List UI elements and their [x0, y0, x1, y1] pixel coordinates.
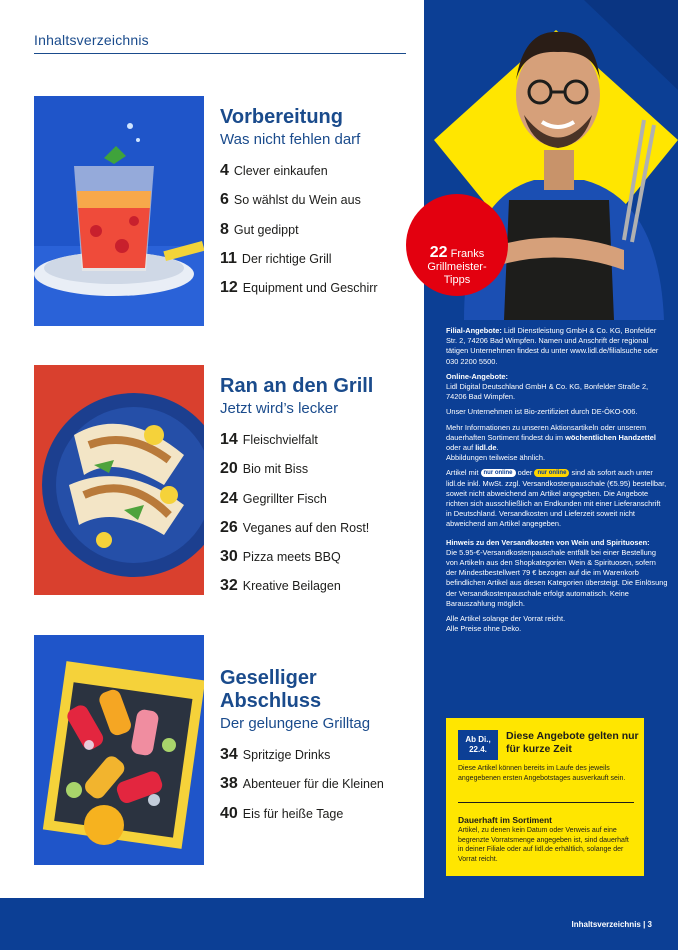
- page-number: 30: [220, 548, 238, 566]
- handzettel-link[interactable]: wöchentlichen Handzettel: [565, 432, 656, 442]
- page-number: 20: [220, 460, 238, 478]
- filial-label: Filial-Angebote:: [446, 326, 502, 335]
- toc-item[interactable]: [220, 250, 420, 279]
- page-number: 34: [220, 746, 238, 763]
- more-text: .: [496, 443, 499, 453]
- legal-info: [446, 326, 668, 634]
- promo-text: Grillmeister-: [427, 261, 487, 273]
- section-text: [220, 106, 420, 308]
- section-subtitle: Was nicht fehlen darf: [220, 131, 361, 148]
- lidl-link[interactable]: lidl.de: [475, 443, 497, 453]
- section-subtitle: Der gelungene Grilltag: [220, 715, 371, 732]
- toc-label: Spritzige Drinks: [242, 748, 331, 762]
- toc-item[interactable]: [220, 548, 420, 577]
- filial-text: Lidl Dienstleistung GmbH & Co. KG, Bonfelder Str. 2, 74206 Bad Wimpfen. Namen und Anschrift der regional tätigen Unternehmen findest du unter www.lidl.de/filialsuche oder 030 2200 5500.: [446, 326, 659, 366]
- toc-item[interactable]: [220, 490, 420, 519]
- toc-item[interactable]: [220, 460, 420, 489]
- page-number: 3: [647, 920, 652, 929]
- toc-label: Fleischvielfalt: [242, 433, 318, 447]
- artikel-text: sind ab sofort auch unter lidl.de inkl. MwSt. zzgl. Versandkostenpauschale (€5.95) bestellbar, soweit nicht abweichend am Artikel angegeben. Die Angebote richten sich ausschließlich an Endkunden mit einer Lieferanschrift in Deutschland. Versandkosten und Lieferzeit soweit nicht abweichend am Artikel angegeben.: [446, 468, 667, 529]
- toc-label: Der richtige Grill: [241, 251, 332, 266]
- page-number: 32: [220, 577, 238, 595]
- date-badge: [458, 730, 498, 760]
- offers-heading: Diese Angebote gelten nur für kurze Zeit: [506, 730, 639, 755]
- promo-text: Tipps: [443, 274, 471, 286]
- promo-text: Franks: [450, 248, 485, 260]
- toc-label: Gegrillter Fisch: [242, 491, 327, 506]
- offers-text: Diese Artikel können bereits im Laufe des jeweils angegebenen ersten Angebotstages ausverkauft sein.: [458, 765, 626, 782]
- deko-text: Alle Preise ohne Deko.: [446, 624, 522, 634]
- toc-label: So wählst du Wein aus: [233, 193, 361, 208]
- page-number: 14: [220, 431, 238, 448]
- online-badge: nur online: [534, 469, 569, 477]
- toc-label: Pizza meets BBQ: [242, 550, 341, 565]
- toc-item[interactable]: [220, 221, 420, 250]
- toc-label: Eis für heiße Tage: [242, 806, 344, 821]
- section-title: Abschluss: [220, 690, 322, 712]
- online-label: Online-Angebote:: [446, 371, 508, 381]
- footer-title: Inhaltsverzeichnis: [571, 920, 641, 929]
- more-text: Mehr Informationen zu unseren Aktionsartikeln oder unserem dauerhaften Sortiment findest du im: [446, 422, 647, 442]
- hinweis-text: Die 5.95-€-Versandkostenpauschale entfällt bei einer Bestellung von Artikeln aus den Shopkategorien Wein & Spirituosen, sofern der Mindestbestellwert 79 € bezogen auf die im Warenkorb befindlichen Artikel aus diesen Kategorien übersteigt. Die Einlösung der Versandkostenpauschale erfolgt automatisch. Keine Barauszahlung möglich.: [446, 547, 668, 608]
- drink-photo: [34, 96, 204, 326]
- sortiment-text: Artikel, zu denen kein Datum oder Verweis auf eine begrenzte Vorratsmenge angegeben ist, sind dauerhaft in deiner Filiale oder auf lidl.de erhältlich, solange der Vorrat reicht.: [458, 827, 629, 863]
- toc-label: Bio mit Biss: [242, 462, 309, 477]
- section-title: Ran an den Grill: [220, 375, 374, 397]
- wraps-photo: [34, 365, 204, 595]
- artikel-text: oder: [517, 468, 533, 478]
- footer-label: Inhaltsverzeichnis | 3: [571, 920, 652, 929]
- page-number: 8: [220, 220, 229, 238]
- artikel-text: Artikel mit: [446, 468, 479, 478]
- toc-item[interactable]: [220, 805, 420, 834]
- toc-item[interactable]: [220, 746, 420, 775]
- toc-item[interactable]: [220, 431, 420, 460]
- toc-label: Abenteuer für die Kleinen: [242, 777, 384, 792]
- vorrat-text: Alle Artikel solange der Vorrat reicht.: [446, 614, 566, 624]
- divider: [458, 802, 634, 803]
- franks-tipps-badge[interactable]: [406, 194, 508, 296]
- toc-label: Clever einkaufen: [233, 164, 328, 178]
- section-text: [220, 375, 420, 607]
- page-number: 11: [220, 249, 237, 267]
- page-number: 40: [220, 804, 238, 822]
- popsicle-photo: [34, 635, 204, 865]
- section-text: [220, 667, 420, 834]
- online-text: Lidl Digital Deutschland GmbH & Co. KG, Bonfelder Straße 2, 74206 Bad Wimpfen.: [446, 382, 649, 402]
- page-title: Inhaltsverzeichnis: [34, 32, 149, 48]
- abb-text: Abbildungen teilweise ähnlich.: [446, 453, 546, 463]
- toc-item[interactable]: [220, 775, 420, 804]
- date-line: 22.4.: [469, 745, 487, 754]
- page-footer: [0, 898, 678, 950]
- section-title: Vorbereitung: [220, 106, 343, 128]
- page-number: 6: [220, 191, 229, 209]
- offers-box: [446, 718, 644, 876]
- toc-label: Veganes auf den Rost!: [242, 520, 370, 535]
- toc-item[interactable]: [220, 191, 420, 220]
- toc-label: Gut gedippt: [233, 222, 299, 237]
- section-subtitle: Jetzt wird’s lecker: [220, 400, 339, 417]
- sortiment-heading: Dauerhaft im Sortiment: [458, 815, 552, 825]
- page-number: 24: [220, 489, 238, 507]
- toc-label: Equipment und Geschirr: [242, 281, 378, 296]
- section-title: Geselliger: [220, 667, 317, 689]
- toc-item[interactable]: [220, 162, 420, 191]
- page-number: 26: [220, 518, 238, 536]
- toc-header: [34, 32, 406, 54]
- more-text: oder auf: [446, 443, 476, 453]
- toc-item[interactable]: [220, 279, 420, 308]
- page-number: 12: [220, 279, 238, 297]
- online-badge: nur online: [481, 469, 516, 477]
- toc-item[interactable]: [220, 577, 420, 606]
- page-number: 22: [429, 244, 448, 261]
- page-number: 4: [220, 162, 229, 179]
- hinweis-label: Hinweis zu den Versandkosten von Wein und Spirituosen:: [446, 537, 650, 547]
- date-line: Ab Di.,: [465, 735, 491, 744]
- page-number: 38: [220, 775, 238, 793]
- toc-item[interactable]: [220, 519, 420, 548]
- bio-text: Unser Unternehmen ist Bio-zertifiziert durch DE-ÖKO-006.: [446, 407, 638, 417]
- toc-label: Kreative Beilagen: [242, 579, 341, 594]
